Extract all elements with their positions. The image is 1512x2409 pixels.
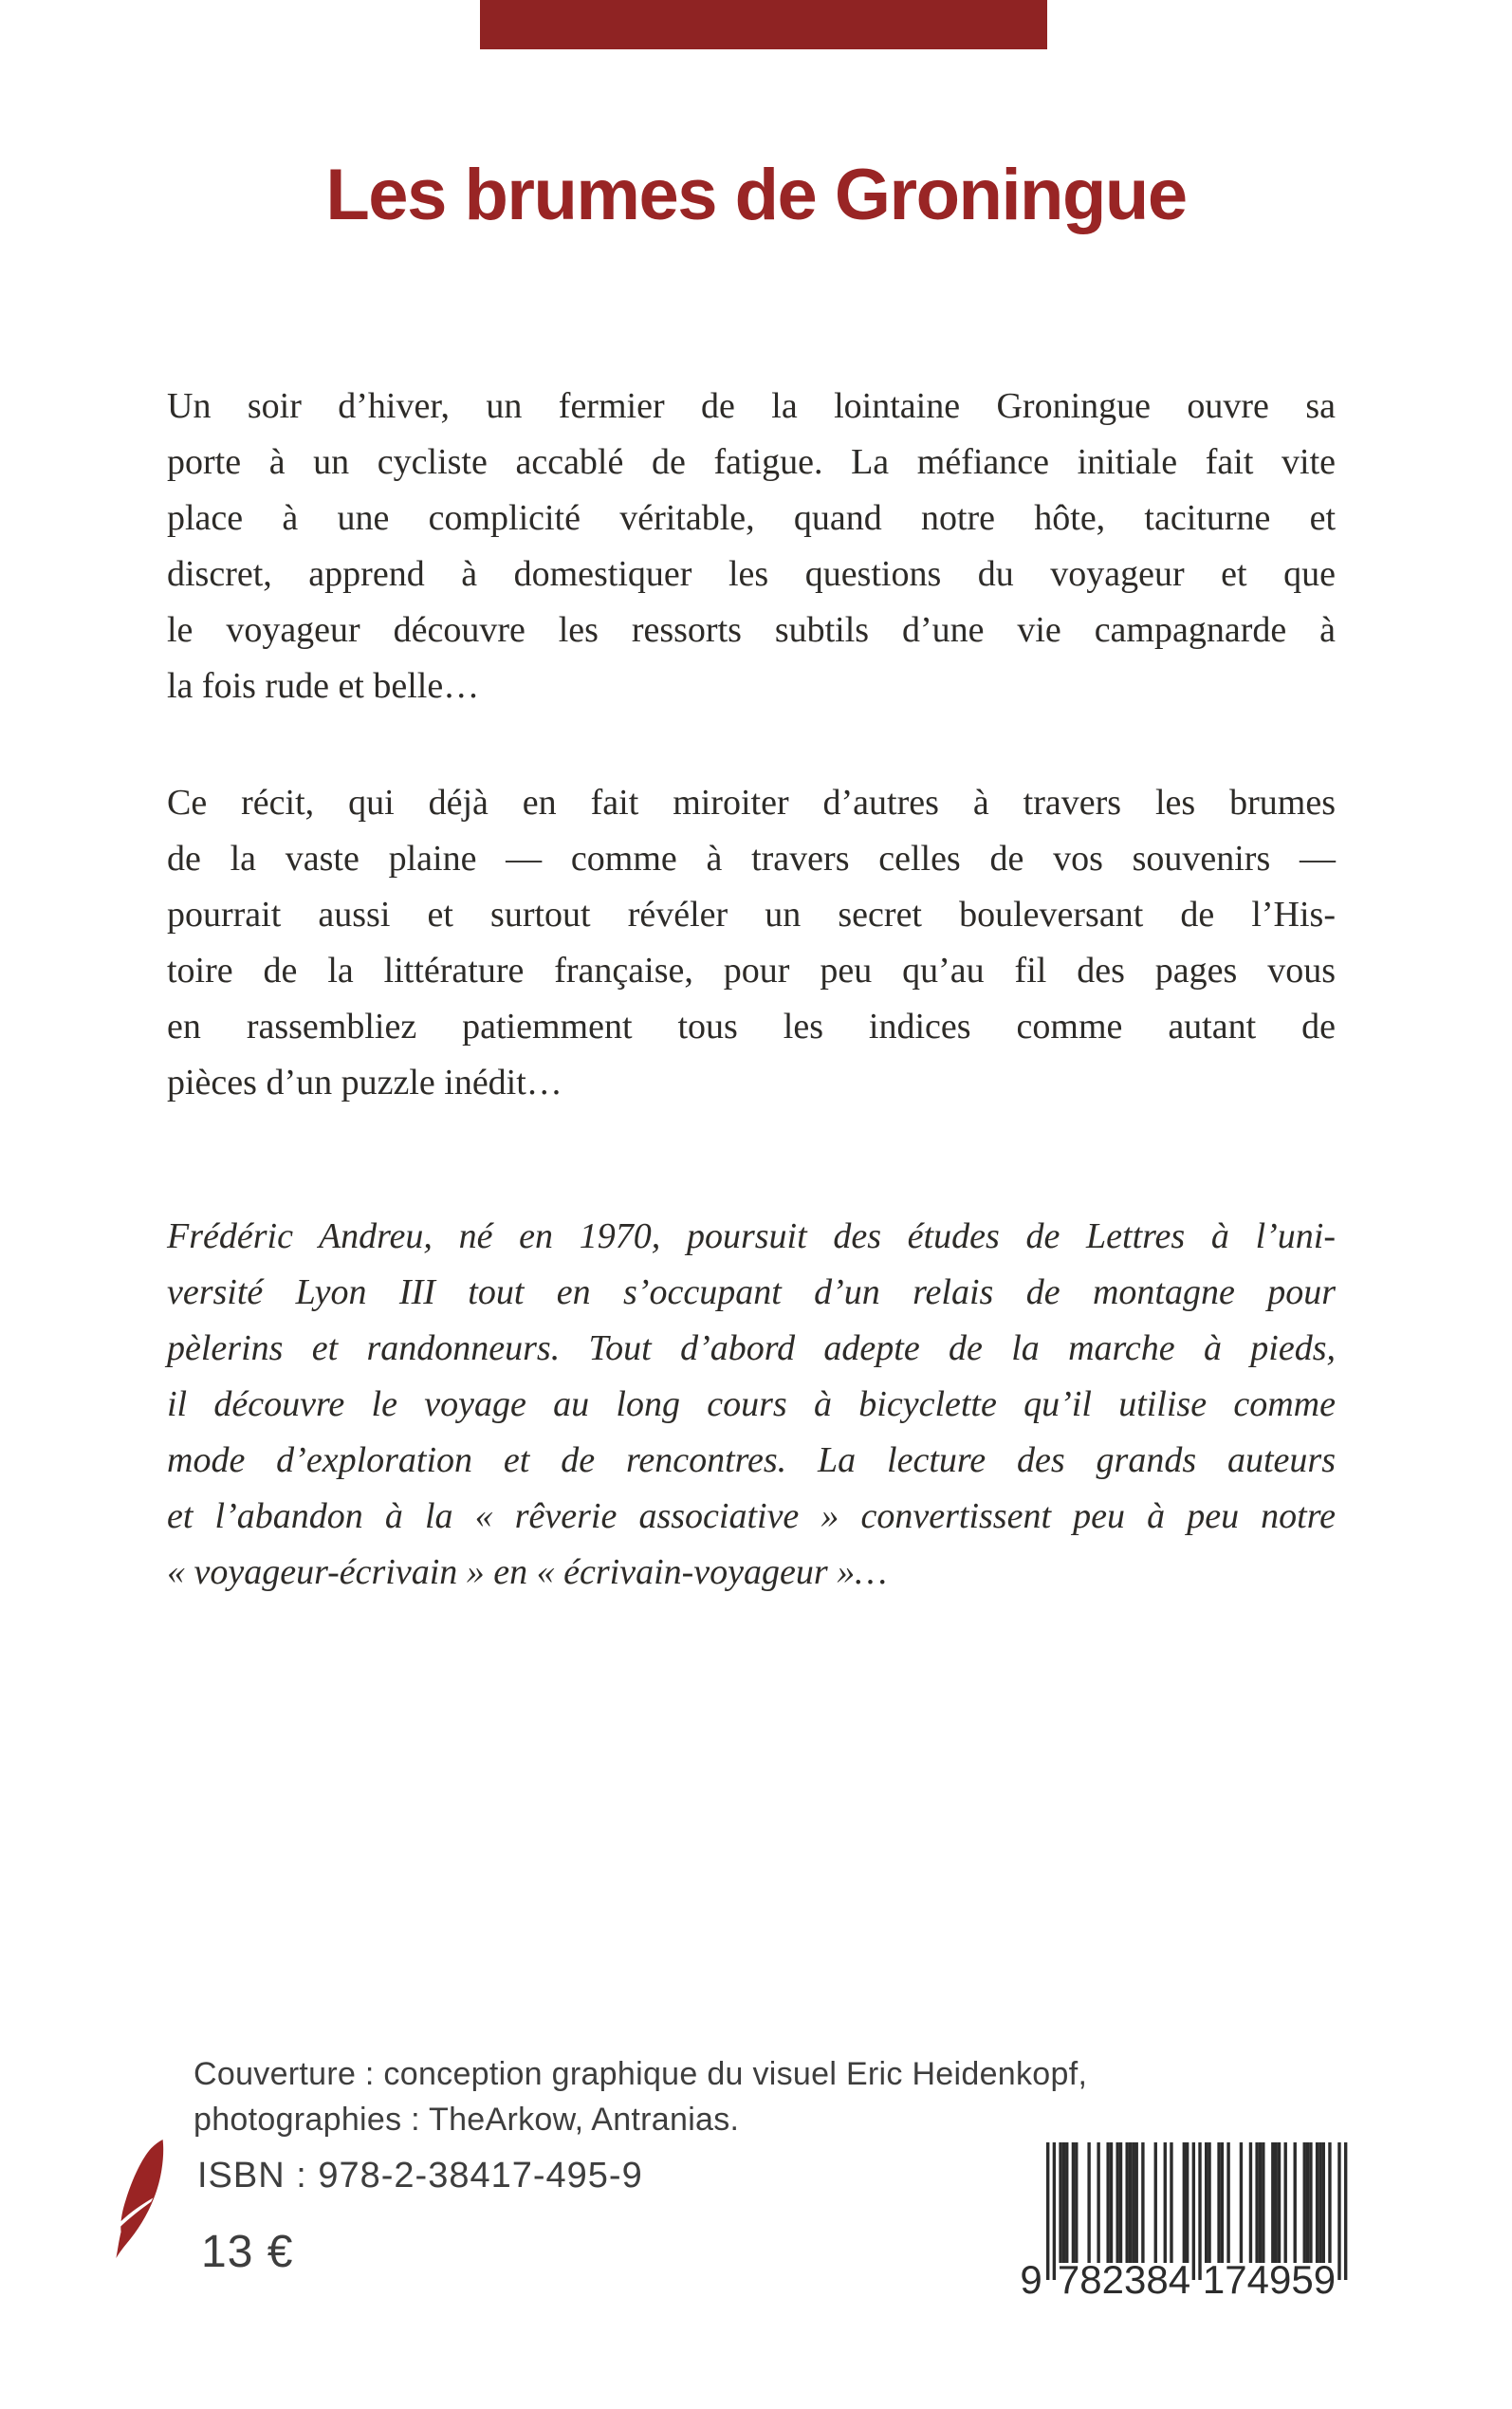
text-line: pourrait aussi et surtout révéler un secret bouleversant de l’His- <box>167 895 1336 935</box>
text-line: photographies : TheArkow, Antranias. <box>194 2102 740 2138</box>
text-line: il découvre le voyage au long cours à bicyclette qu’il utilise comme <box>167 1384 1336 1424</box>
text-line: place à une complicité véritable, quand notre hôte, taciturne et <box>167 498 1336 538</box>
ean13-bars <box>1020 2139 1361 2302</box>
text-line: « voyageur-écrivain » en « écrivain-voyageur »… <box>167 1552 887 1592</box>
text-line: Frédéric Andreu, né en 1970, poursuit des études de Lettres à l’uni- <box>167 1216 1336 1256</box>
barcode-digit-group: 9 <box>1020 2257 1042 2302</box>
synopsis-paragraph-1 <box>167 379 1336 714</box>
text-line: toire de la littérature française, pour peu qu’au fil des pages vous <box>167 951 1336 991</box>
text-line: en rassembliez patiemment tous les indices comme autant de <box>167 1007 1336 1047</box>
text-line: versité Lyon III tout en s’occupant d’un relais de montagne pour <box>167 1272 1336 1312</box>
text-line: Couverture : conception graphique du visuel Eric Heidenkopf, <box>194 2056 1088 2092</box>
barcode-digit-group: 782384 <box>1057 2257 1191 2302</box>
text-line: pèlerins et randonneurs. Tout d’abord adepte de la marche à pieds, <box>167 1328 1336 1368</box>
top-red-band <box>480 0 1047 49</box>
text-line: pièces d’un puzzle inédit… <box>167 1063 562 1103</box>
text-line: de la vaste plaine — comme à travers celles de vos souvenirs — <box>167 839 1336 879</box>
publisher-feather-quill-icon <box>110 2138 169 2259</box>
text-line: porte à un cycliste accablé de fatigue. La méfiance initiale fait vite <box>167 442 1336 482</box>
text-line: le voyageur découvre les ressorts subtils d’une vie campagnarde à <box>167 610 1336 650</box>
price-label: 13 € <box>201 2227 294 2277</box>
ean13-barcode <box>1020 2139 1361 2302</box>
barcode-digit-group: 174959 <box>1202 2257 1337 2302</box>
author-bio-paragraph <box>167 1209 1336 1601</box>
text-line: et l’abandon à la « rêverie associative » convertissent peu à peu notre <box>167 1496 1336 1536</box>
text-line: mode d’exploration et de rencontres. La lecture des grands auteurs <box>167 1440 1336 1480</box>
text-line: Un soir d’hiver, un fermier de la lointaine Groningue ouvre sa <box>167 386 1336 426</box>
text-line: la fois rude et belle… <box>167 666 480 706</box>
synopsis-paragraph-2 <box>167 775 1336 1111</box>
book-title: Les brumes de Groningue <box>325 155 1187 235</box>
text-line: discret, apprend à domestiquer les questions du voyageur et que <box>167 554 1336 594</box>
cover-credits <box>194 2051 1237 2142</box>
isbn-label: ISBN : 978-2-38417-495-9 <box>197 2156 643 2196</box>
text-line: Ce récit, qui déjà en fait miroiter d’autres à travers les brumes <box>167 783 1336 823</box>
